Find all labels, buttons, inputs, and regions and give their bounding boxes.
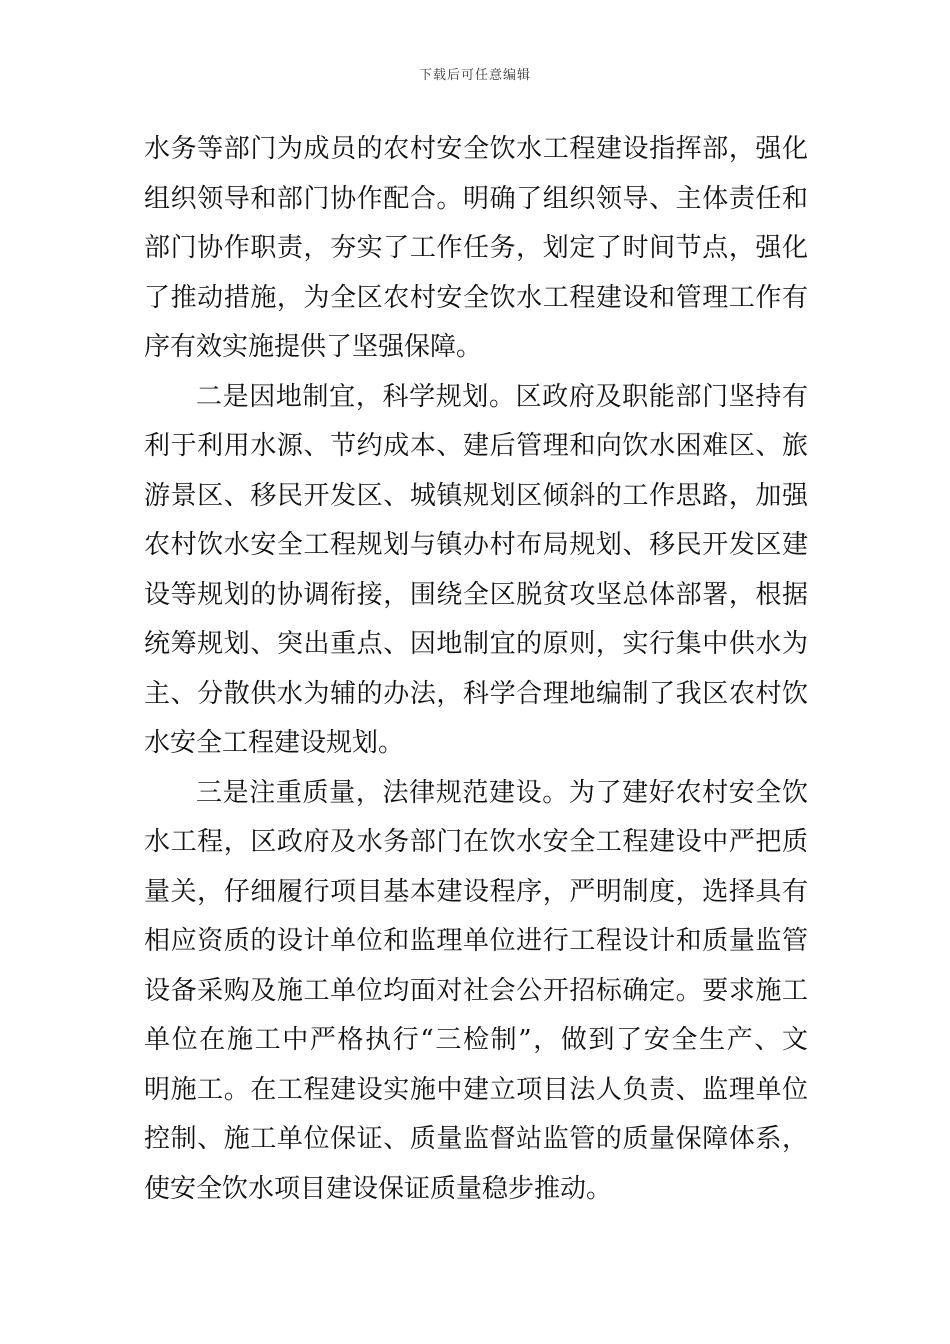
paragraph-3-line: 单位在施工中严格执行“三检制”，做到了安全生产、文 bbox=[144, 1025, 808, 1055]
paragraph-2-line: 游景区、移民开发区、城镇规划区倾斜的工作思路，加强 bbox=[144, 480, 808, 511]
paragraph-2-line: 二是因地制宜，科学规划。区政府及职能部门坚持有 bbox=[196, 381, 808, 412]
paragraph-1-line: 水务等部门为成员的农村安全饮水工程建设指挥部，强化 bbox=[144, 134, 808, 164]
paragraph-3-line: 相应资质的设计单位和监理单位进行工程设计和质量监管 bbox=[144, 926, 808, 956]
paragraph-2-line: 农村饮水安全工程规划与镇办村布局规划、移民开发区建 bbox=[144, 530, 808, 560]
header-note: 下载后可任意编辑 bbox=[418, 68, 531, 83]
body-text bbox=[144, 125, 808, 1214]
paragraph-3-line: 设备采购及施工单位均面对社会公开招标确定。要求施工 bbox=[144, 975, 808, 1006]
paragraph-3-line: 水工程，区政府及水务部门在饮水安全工程建设中严把质 bbox=[144, 827, 808, 857]
paragraph-2-line: 水安全工程建设规划。 bbox=[144, 728, 405, 758]
paragraph-1-line: 部门协作职责，夯实了工作任务，划定了时间节点，强化 bbox=[144, 233, 808, 263]
paragraph-3-line: 控制、施工单位保证、质量监督站监管的质量保障体系， bbox=[144, 1124, 808, 1154]
paragraph-3-line: 三是注重质量，法律规范建设。为了建好农村安全饮 bbox=[196, 777, 808, 808]
paragraph-3-line: 明施工。在工程建设实施中建立项目法人负责、监理单位 bbox=[144, 1074, 808, 1105]
paragraph-1-line: 组织领导和部门协作配合。明确了组织领导、主体责任和 bbox=[144, 183, 808, 214]
paragraph-2-line: 设等规划的协调衔接，围绕全区脱贫攻坚总体部署，根据 bbox=[144, 579, 808, 610]
paragraph-2-line: 利于利用水源、节约成本、建后管理和向饮水困难区、旅 bbox=[144, 431, 808, 461]
paragraph-3-line: 量关，仔细履行项目基本建设程序，严明制度，选择具有 bbox=[144, 876, 808, 907]
paragraph-2-line: 主、分散供水为辅的办法，科学合理地编制了我区农村饮 bbox=[144, 678, 808, 709]
paragraph-1-line: 了推动措施，为全区农村安全饮水工程建设和管理工作有 bbox=[144, 282, 808, 313]
paragraph-3-line: 使安全饮水项目建设保证质量稳步推动。 bbox=[144, 1173, 613, 1204]
paragraph-2-line: 统筹规划、突出重点、因地制宜的原则，实行集中供水为 bbox=[144, 629, 808, 659]
paragraph-1-line: 序有效实施提供了坚强保障。 bbox=[144, 332, 483, 362]
